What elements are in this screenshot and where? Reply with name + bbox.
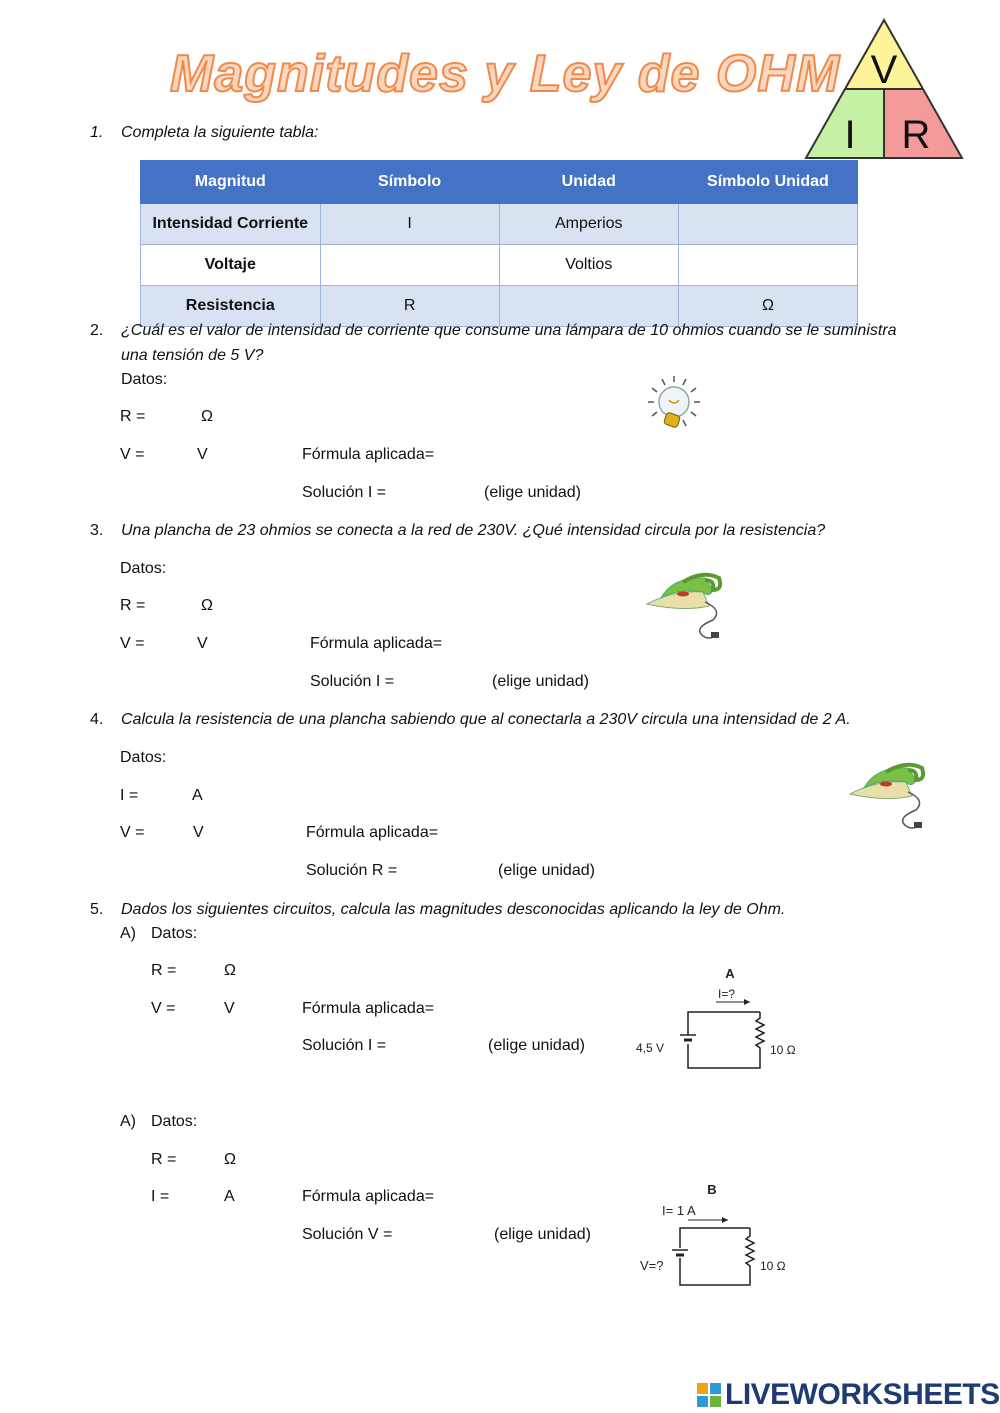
q4-formula: Fórmula aplicada= <box>306 824 439 841</box>
q3-v-unit: V <box>197 635 208 652</box>
table-cell: I <box>320 204 499 245</box>
q1-text: Completa la siguiente tabla: <box>121 124 319 141</box>
circuit-b-current: I= 1 A <box>662 1203 696 1218</box>
table-cell: Voltaje <box>141 245 321 286</box>
q4-datos: Datos: <box>120 749 167 766</box>
q5b-r-label: R = <box>151 1151 177 1168</box>
ohm-triangle-icon <box>804 18 966 162</box>
q3-formula: Fórmula aplicada= <box>310 635 443 652</box>
q3-unit-dropdown[interactable]: (elige unidad) <box>492 673 589 690</box>
q4-solucion: Solución R = <box>306 862 398 879</box>
q5a-unit-dropdown[interactable]: (elige unidad) <box>488 1037 585 1054</box>
q5a-r-unit: Ω <box>224 962 236 979</box>
q5b-i-label: I = <box>151 1188 170 1205</box>
table-input-cell[interactable] <box>320 245 499 286</box>
table-row <box>141 204 858 245</box>
q2-solucion: Solución I = <box>302 484 387 501</box>
q4-v-label: V = <box>120 824 145 841</box>
circuit-a-diagram <box>630 960 820 1080</box>
table-header-row <box>141 161 858 204</box>
q5b-label: A) <box>120 1113 136 1130</box>
q3-number: 3. <box>90 522 104 539</box>
q5a-v-label: V = <box>151 1000 176 1017</box>
q2-r-label: R = <box>120 408 146 425</box>
table-header: Símbolo <box>320 161 499 204</box>
q2-v-unit: V <box>197 446 208 463</box>
q2-datos: Datos: <box>121 371 168 388</box>
q2-number: 2. <box>90 322 104 339</box>
q5a-v-unit: V <box>224 1000 235 1017</box>
q5-text: Dados los siguientes circuitos, calcula las magnitudes desconocidas aplicando la ley de Ohm. <box>121 901 786 918</box>
q2-text-line1: ¿Cuál es el valor de intensidad de corriente que consume una lámpara de 10 ohmios cuando se le suministra <box>121 322 897 339</box>
q5a-formula: Fórmula aplicada= <box>302 1000 435 1017</box>
q2-r-unit: Ω <box>201 408 213 425</box>
triangle-i: I <box>844 113 856 157</box>
logo-text: LIVEWORKSHEETS <box>725 1378 1000 1411</box>
table-header: Unidad <box>499 161 678 204</box>
q5a-label: A) <box>120 925 136 942</box>
q4-i-unit: A <box>192 787 203 804</box>
q3-datos: Datos: <box>120 560 167 577</box>
table-input-cell[interactable] <box>678 204 857 245</box>
iron-icon <box>846 760 930 834</box>
table-row <box>141 245 858 286</box>
circuit-b-diagram <box>632 1178 812 1293</box>
q4-i-label: I = <box>120 787 139 804</box>
q2-formula: Fórmula aplicada= <box>302 446 435 463</box>
q3-text: Una plancha de 23 ohmios se conecta a la red de 230V. ¿Qué intensidad circula por la resistencia? <box>121 522 826 539</box>
q2-v-label: V = <box>120 446 145 463</box>
q3-v-label: V = <box>120 635 145 652</box>
q5b-r-unit: Ω <box>224 1151 236 1168</box>
circuit-a-resistance: 10 Ω <box>770 1043 796 1057</box>
light-bulb-icon <box>636 374 710 436</box>
q5a-datos: Datos: <box>151 925 198 942</box>
q4-number: 4. <box>90 711 104 728</box>
magnitudes-table <box>140 160 858 327</box>
circuit-a-voltage: 4,5 V <box>636 1041 665 1055</box>
q4-text: Calcula la resistencia de una plancha sabiendo que al conectarla a 230V circula una intensidad de 2 A. <box>121 711 851 728</box>
q4-unit-dropdown[interactable]: (elige unidad) <box>498 862 595 879</box>
table-cell: Ω <box>678 286 857 327</box>
q5-number: 5. <box>90 901 104 918</box>
table-cell: Resistencia <box>141 286 321 327</box>
table-cell: Voltios <box>499 245 678 286</box>
circuit-b-name: B <box>707 1182 717 1197</box>
q5b-unit-dropdown[interactable]: (elige unidad) <box>494 1226 591 1243</box>
circuit-b-voltage: V=? <box>640 1258 664 1273</box>
iron-icon <box>643 570 727 644</box>
q3-r-label: R = <box>120 597 146 614</box>
liveworksheets-logo-icon <box>697 1383 721 1407</box>
circuit-a-name: A <box>725 966 735 981</box>
table-cell: Intensidad Corriente <box>141 204 321 245</box>
table-header: Magnitud <box>141 161 321 204</box>
q3-r-unit: Ω <box>201 597 213 614</box>
q2-unit-dropdown[interactable]: (elige unidad) <box>484 484 581 501</box>
circuit-b-resistance: 10 Ω <box>760 1259 786 1273</box>
q2-text-line2: una tensión de 5 V? <box>121 347 264 364</box>
liveworksheets-logo <box>697 1378 1000 1412</box>
q5b-datos: Datos: <box>151 1113 198 1130</box>
q1-number: 1. <box>90 124 104 141</box>
q3-solucion: Solución I = <box>310 673 395 690</box>
q5b-i-unit: A <box>224 1188 235 1205</box>
triangle-v: V <box>870 48 898 92</box>
q5a-solucion: Solución I = <box>302 1037 387 1054</box>
circuit-a-current: I=? <box>718 987 736 1001</box>
q5a-r-label: R = <box>151 962 177 979</box>
table-cell: R <box>320 286 499 327</box>
q5b-solucion: Solución V = <box>302 1226 393 1243</box>
q4-v-unit: V <box>193 824 204 841</box>
page-title: Magnitudes y Ley de OHM <box>170 45 841 103</box>
triangle-r: R <box>901 113 931 157</box>
table-header: Símbolo Unidad <box>678 161 857 204</box>
q5b-formula: Fórmula aplicada= <box>302 1188 435 1205</box>
table-input-cell[interactable] <box>678 245 857 286</box>
table-cell: Amperios <box>499 204 678 245</box>
